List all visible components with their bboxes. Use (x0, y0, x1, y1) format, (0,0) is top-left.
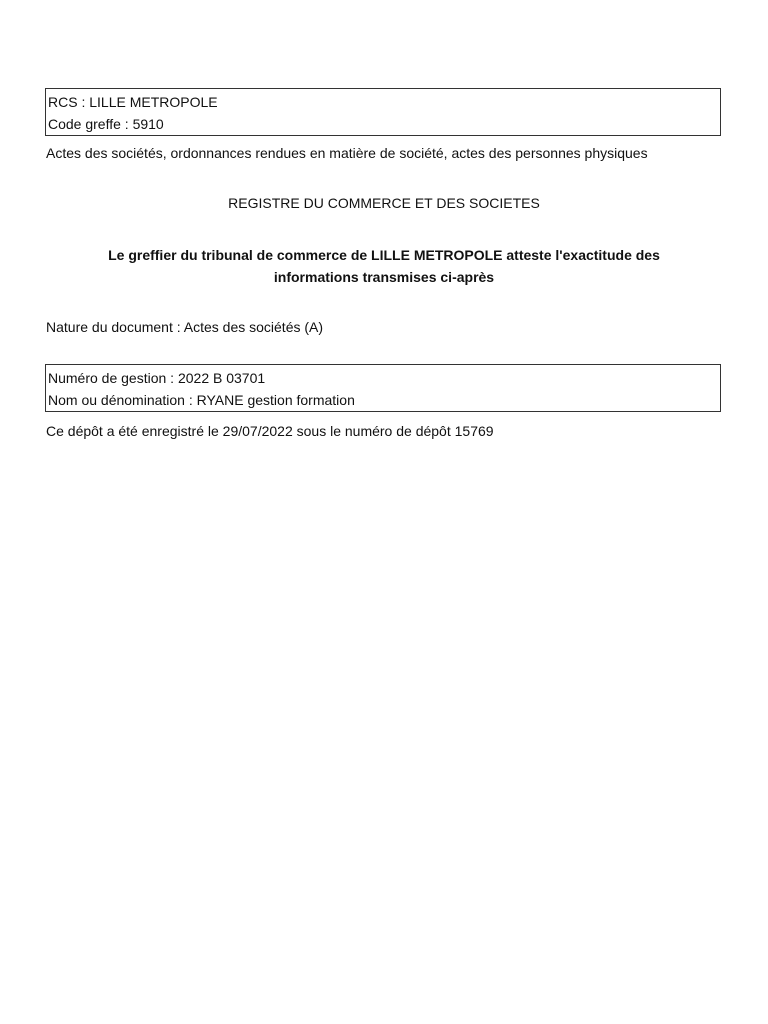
depot-statement: Ce dépôt a été enregistré le 29/07/2022 sous le numéro de dépôt 15769 (46, 423, 494, 439)
gestion-info-box (45, 364, 721, 412)
rcs-info-box (45, 88, 721, 136)
attestation-line-2: informations transmises ci-après (273, 269, 495, 285)
denomination-label: Nom ou dénomination : RYANE gestion formation (48, 392, 355, 408)
rcs-label: RCS : LILLE METROPOLE (48, 94, 218, 110)
actes-description: Actes des sociétés, ordonnances rendues en matière de société, actes des personnes physiques (46, 145, 648, 161)
registre-title: REGISTRE DU COMMERCE ET DES SOCIETES (228, 195, 540, 211)
numero-gestion-label: Numéro de gestion : 2022 B 03701 (48, 370, 266, 386)
nature-document: Nature du document : Actes des sociétés (A) (46, 319, 324, 335)
attestation-line-1: Le greffier du tribunal de commerce de LILLE METROPOLE atteste l'exactitude des (108, 247, 660, 263)
code-greffe-label: Code greffe : 5910 (48, 116, 164, 132)
